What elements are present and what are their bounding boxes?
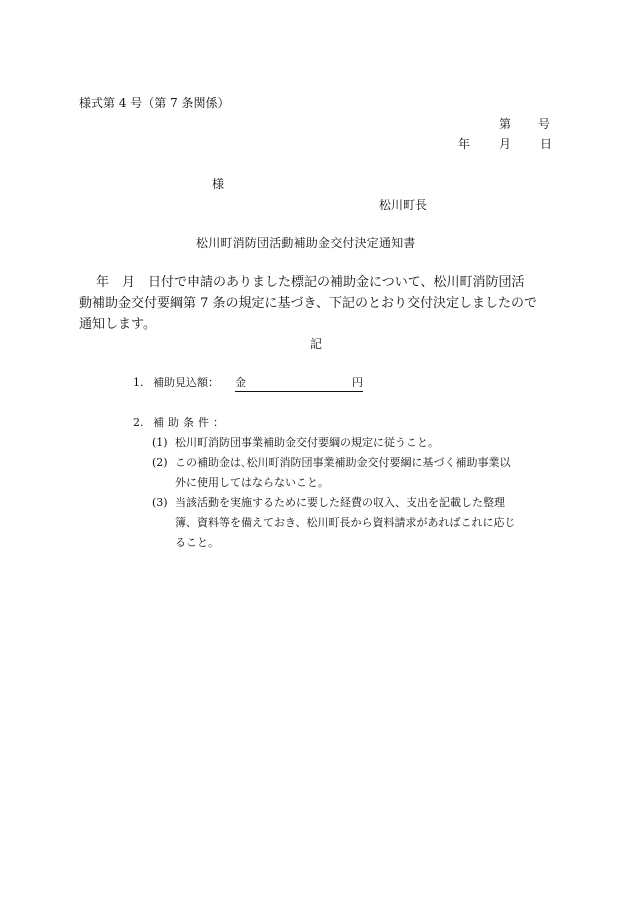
document-number-prefix: 第 (499, 117, 512, 131)
form-number: 様式第 4 号（第 7 条関係） (79, 96, 230, 110)
subsidy-amount-field (235, 377, 363, 392)
condition-text: 松川町消防団事業補助金交付要綱の規定に従うこと。 (175, 436, 439, 449)
condition-text: 外に使用してはならないこと。 (175, 476, 329, 489)
addressee-honorific: 様 (212, 177, 225, 191)
condition-text: この補助金は､松川町消防団事業補助金交付要綱に基づく補助事業以 (175, 456, 511, 469)
date-day-label: 日 (540, 137, 553, 151)
amount-suffix: 円 (352, 376, 363, 389)
subsidy-amount-label: 補助見込額： (153, 376, 219, 389)
document-number-suffix: 号 (538, 117, 551, 131)
amount-prefix: 金 (235, 376, 246, 389)
condition-number: (2) (152, 456, 168, 469)
body-text-line: 年 月 日付で申請のありました標記の補助金について、松川町消防団活 (96, 275, 525, 290)
subsidy-conditions-label: 補助条件： (153, 416, 228, 429)
condition-text: 簿、資料等を備えておき、松川町長から資料請求があればこれに応じ (175, 516, 516, 529)
condition-number: (3) (152, 496, 168, 509)
ki-heading: 記 (310, 337, 323, 351)
sender-name: 松川町長 (379, 198, 428, 212)
body-text-line: 通知します。 (79, 317, 156, 332)
date-year-label: 年 (458, 137, 471, 151)
body-text-line: 動補助金交付要綱第 7 条の規定に基づき、下記のとおり交付決定しましたので (79, 296, 538, 311)
item-number: 2. (133, 416, 144, 429)
condition-number: (1) (152, 436, 168, 449)
document-title: 松川町消防団活動補助金交付決定通知書 (196, 236, 416, 250)
condition-text: ること。 (175, 536, 219, 549)
item-number: 1. (133, 376, 144, 389)
condition-text: 当該活動を実施するために要した経費の収入、支出を記載した整理 (175, 496, 505, 509)
date-month-label: 月 (499, 137, 512, 151)
